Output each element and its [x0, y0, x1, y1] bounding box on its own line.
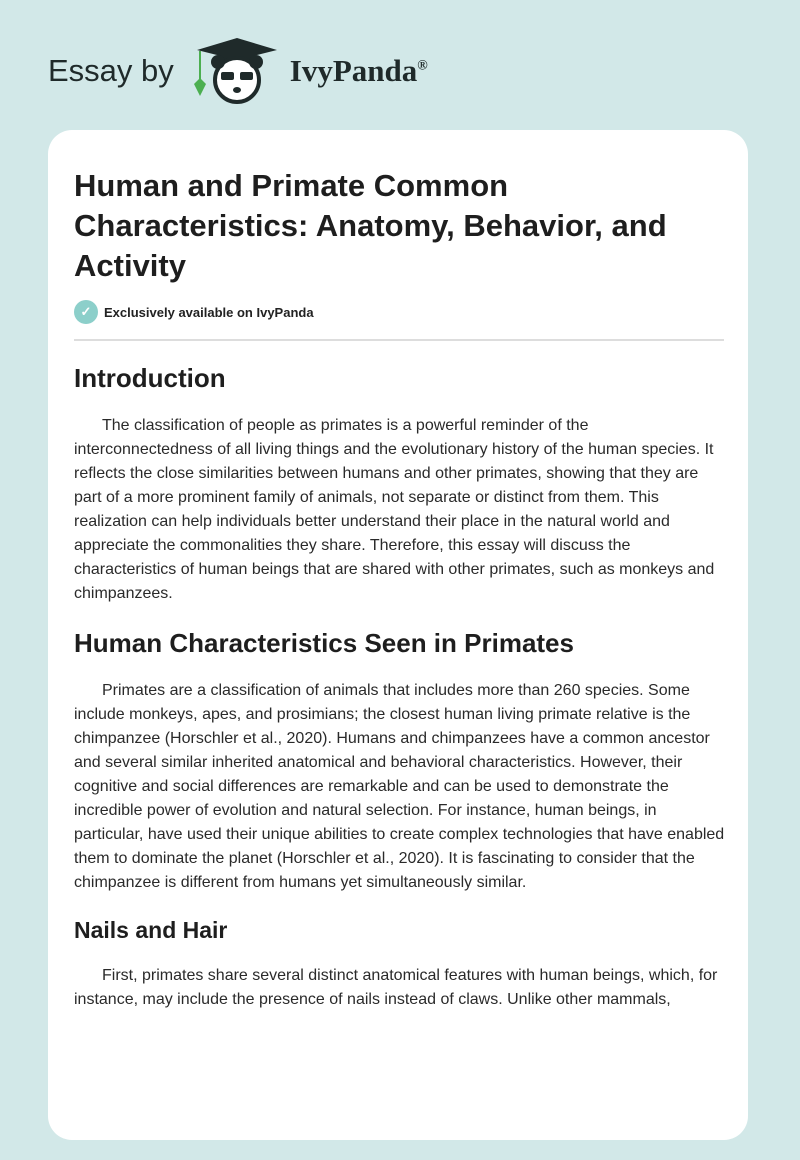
exclusive-label: Exclusively available on IvyPanda — [104, 304, 314, 320]
paragraph: The classification of people as primates is a powerful reminder of the interconnectedness of all living things and the evolutionary history of the human species. It reflects the close similarities between humans and other primates, showing that they are part of a more prominent family of animals, not separate or distinct from them. This realization can help individuals better understand their place in the natural world and appreciate the commonalities they share. Therefore, this essay will discuss the characteristics of human beings that are shared with other primates, such as monkeys and chimpanzees. — [74, 417, 715, 602]
brand-text: IvyPanda — [289, 53, 418, 88]
site-header — [48, 36, 428, 106]
paragraph: Primates are a classification of animals that includes more than 260 species. Some include monkeys, apes, and prosimians; the closest human living primate relative is the chimpanzee (Horschler et al., 2020). Humans and chimpanzees have a common ancestor and several similar inherited anatomical and behavioral characteristics. However, their cognitive and social differences are remarkable and can be used to demonstrate the incredible power of evolution and natural selection. For instance, human beings, in particular, have used their unique abilities to create complex technologies that have enabled them to dominate the planet (Horschler et al., 2020). It is fascinating to consider that the chimpanzee is different from humans yet simultaneously similar. — [74, 682, 725, 891]
paragraph: First, primates share several distinct anatomical features with human beings, which, for instance, may include the presence of nails instead of claws. Unlike other mammals, — [74, 967, 718, 1008]
registered-mark: ® — [417, 58, 428, 74]
essay-card — [48, 130, 748, 1140]
section-heading: Introduction — [74, 363, 226, 393]
ivypanda-logo-icon[interactable] — [192, 36, 282, 106]
check-icon: ✓ — [74, 300, 98, 324]
essay-by-label: Essay by — [48, 53, 174, 88]
exclusive-badge — [74, 300, 722, 324]
essay-title: Human and Primate Common Characteristics: Anatomy, Behavior, and Activity — [74, 168, 667, 283]
subsection-heading: Nails and Hair — [74, 917, 228, 943]
brand-name[interactable] — [290, 53, 428, 89]
divider — [74, 339, 724, 341]
section-heading: Human Characteristics Seen in Primates — [74, 628, 574, 658]
